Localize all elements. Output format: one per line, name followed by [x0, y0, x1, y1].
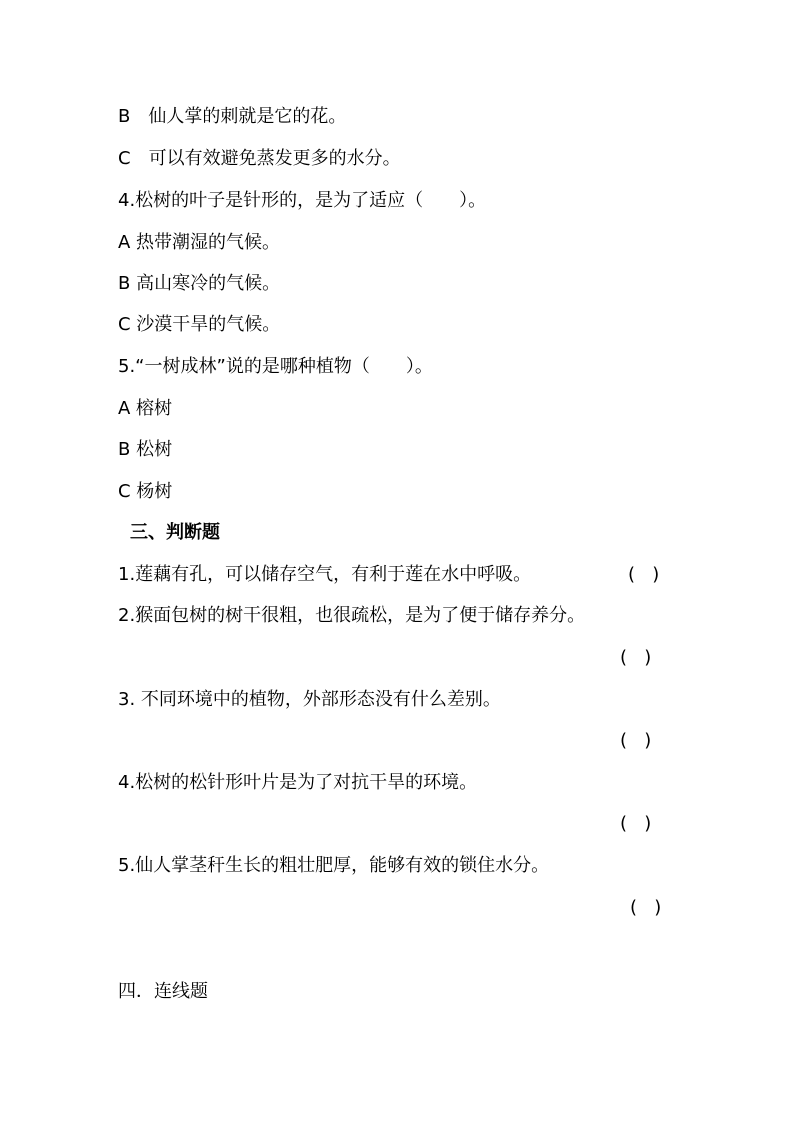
question-5-option-b: B 松树 — [118, 439, 173, 460]
question-5-option-a: A 榕树 — [118, 398, 173, 419]
judgment-item-2: 2.猴面包树的树干很粗，也很疏松，是为了便于储存养分。 — [118, 605, 586, 626]
judgment-item-1-paren: ( ) — [628, 564, 660, 585]
section-4-title: 四．连线题 — [118, 981, 208, 1002]
judgment-item-4-paren: ( ) — [620, 813, 652, 834]
question-4-stem: 4.松树的叶子是针形的，是为了适应（ ）。 — [118, 190, 487, 211]
judgment-item-1: 1.莲藕有孔，可以储存空气，有利于莲在水中呼吸。 — [118, 564, 532, 585]
question-5-option-c: C 杨树 — [118, 481, 173, 502]
judgment-item-5-paren: ( ) — [630, 897, 662, 918]
judgment-item-4: 4.松树的松针形叶片是为了对抗干旱的环境。 — [118, 772, 478, 793]
question-3-option-c: C 可以有效避免蒸发更多的水分。 — [118, 148, 401, 169]
section-3-title: 三、判断题 — [130, 522, 220, 543]
judgment-item-2-paren: ( ) — [620, 647, 652, 668]
question-4-option-c: C 沙漠干旱的气候。 — [118, 314, 281, 335]
question-3-option-b: B 仙人掌的刺就是它的花。 — [118, 106, 347, 127]
question-5-stem: 5.“一树成林”说的是哪种植物（ ）。 — [118, 356, 433, 377]
question-4-option-b: B 高山寒冷的气候。 — [118, 273, 281, 294]
judgment-item-3-paren: ( ) — [620, 730, 652, 751]
question-4-option-a: A 热带潮湿的气候。 — [118, 232, 281, 253]
judgment-item-5: 5.仙人掌茎秆生长的粗壮肥厚，能够有效的锁住水分。 — [118, 855, 550, 876]
judgment-item-3: 3. 不同环境中的植物，外部形态没有什么差别。 — [118, 689, 501, 710]
